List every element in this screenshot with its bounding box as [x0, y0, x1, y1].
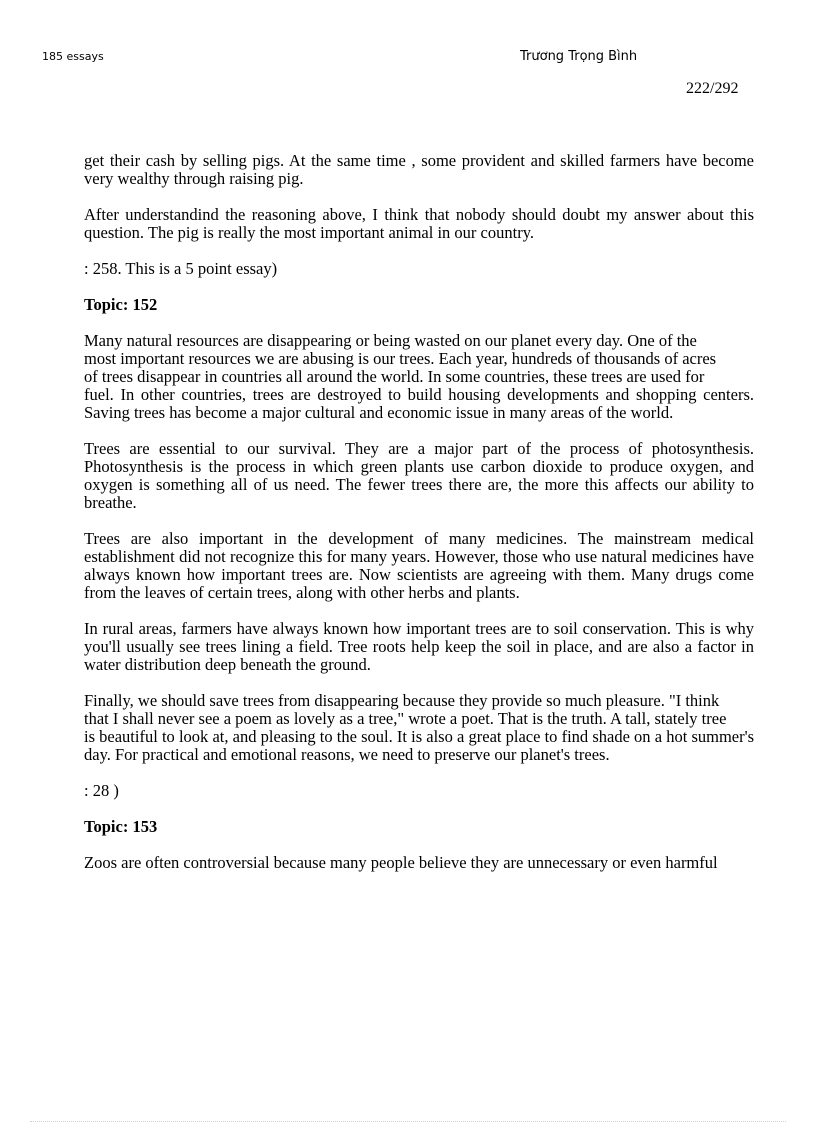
- paragraph-line: fuel. In other countries, trees are destroyed to build housing developments and shopping centers. Saving trees has become a major cultural and economic issue in many areas of the world.: [84, 385, 754, 422]
- page-number: 222/292: [686, 80, 739, 97]
- paragraph: In rural areas, farmers have always known how important trees are to soil conservation. This is why you'll usually see trees lining a field. Tree roots help keep the soil in place, and are also a factor in water distribution deep beneath the ground.: [84, 619, 754, 674]
- paragraph-line: Finally, we should save trees from disappearing because they provide so much pleasure. "I think: [84, 691, 720, 710]
- note: : 28 ): [84, 781, 119, 800]
- paragraph-line: Many natural resources are disappearing or being wasted on our planet every day. One of the: [84, 331, 697, 350]
- paragraph: Trees are essential to our survival. They are a major part of the process of photosynthesis. Photosynthesis is the process in which green plants use carbon dioxide to produce oxygen, and oxygen is something all of us need. The fewer trees there are, the more this affects our ability to breathe.: [84, 439, 754, 512]
- paragraph: Zoos are often controversial because many people believe they are unnecessary or even harmful: [84, 853, 718, 872]
- topic-heading: Topic: 153: [84, 817, 158, 836]
- note: : 258. This is a 5 point essay): [84, 259, 278, 278]
- paragraph-line: that I shall never see a poem as lovely as a tree," wrote a poet. That is the truth. A tall, stately tree: [84, 709, 727, 728]
- paragraph: Trees are also important in the development of many medicines. The mainstream medical establishment did not recognize this for many years. However, those who use natural medicines have always known how important trees are. Now scientists are agreeing with them. Many drugs come from the leaves of certain trees, along with other herbs and plants.: [84, 529, 754, 602]
- paragraph-line: of trees disappear in countries all around the world. In some countries, these trees are used for: [84, 367, 705, 386]
- header-left: 185 essays: [42, 50, 104, 63]
- paragraph-line: most important resources we are abusing is our trees. Each year, hundreds of thousands of acres: [84, 349, 717, 368]
- topic-heading: Topic: 152: [84, 295, 158, 314]
- header-author: Trương Trọng Bình: [520, 49, 638, 64]
- page-bottom-divider: [30, 1121, 786, 1122]
- paragraph: get their cash by selling pigs. At the same time , some provident and skilled farmers have become very wealthy through raising pig.: [84, 151, 754, 188]
- document-body: [84, 152, 754, 872]
- paragraph: After understandind the reasoning above, I think that nobody should doubt my answer about this question. The pig is really the most important animal in our country.: [84, 205, 754, 242]
- paragraph-line: is beautiful to look at, and pleasing to the soul. It is also a great place to find shade on a hot summer's day. For practical and emotional reasons, we need to preserve our planet's trees.: [84, 727, 754, 764]
